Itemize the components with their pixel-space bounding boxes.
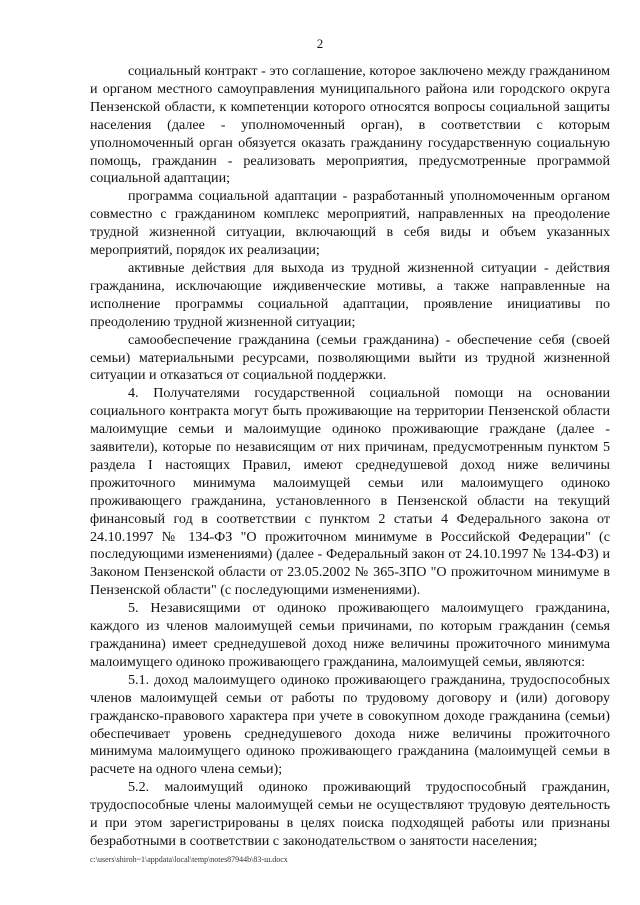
document-body — [90, 63, 610, 851]
paragraph-clause-4: 4. Получателями государственной социальной помощи на основании социального контракта могут быть проживающие на территории Пензенской области малоимущие семьи и малоимущие одиноко проживающие граждане (далее - заявители), которые по независящим от них причинам, предусмотренным пунктом 5 раздела I настоящих Правил, имеют среднедушевой доход ниже величины прожиточного минимума малоимущей семьи или малоимущего одиноко проживающего гражданина, установленного в Пензенской области на текущий финансовый год в соответствии с пунктом 2 статьи 4 Федерального закона от 24.10.1997 № 134-ФЗ "О прожиточном минимуме в Российской Федерации" (с последующими изменениями) (далее - Федеральный закон от 24.10.1997 № 134-ФЗ) и Законом Пензенской области от 23.05.2002 № 365-ЗПО "О прожиточном минимуме в Пензенской области" (с последующими изменениями). — [90, 385, 610, 599]
paragraph-self-sufficiency: самообеспечение гражданина (семьи гражданина) - обеспечение себя (своей семьи) материальными ресурсами, позволяющими выйти из трудной жизненной ситуации и отказаться от социальной поддержки. — [90, 331, 610, 384]
page-number: 2 — [316, 36, 324, 51]
paragraph-clause-5-2: 5.2. малоимущий одиноко проживающий трудоспособный гражданин, трудоспособные члены малоимущей семьи не осуществляют трудовую деятельность и при этом зарегистрированы в целях поиска подходящей работы или признаны безработными в соответствии с законодательством о занятости населения; — [90, 779, 610, 849]
paragraph-active-actions: активные действия для выхода из трудной жизненной ситуации - действия гражданина, исключающие иждивенческие мотивы, а также направленные на исполнение программы социальной адаптации, проявление инициативы по преодолению трудной жизненной ситуации; — [90, 259, 610, 330]
paragraph-clause-5: 5. Независящими от одиноко проживающего малоимущего гражданина, каждого из членов малоимущей семьи причинами, по которым гражданин (семья гражданина) имеет среднедушевой доход ниже величины прожиточного минимума малоимущего одиноко проживающего гражданина, малоимущей семьи, являются: — [90, 600, 610, 670]
paragraph-clause-5-1: 5.1. доход малоимущего одиноко проживающего гражданина, трудоспособных членов малоимущей семьи от работы по трудовому договору и (или) договору гражданско-правового характера при учете в совокупном доходе гражданина (семьи) обеспечивает уровень среднедушевого дохода ниже величины прожиточного минимума малоимущего одиноко проживающего гражданина (малоимущей семьи в расчете на одного члена семьи); — [90, 671, 610, 778]
paragraph-adaptation-program: программа социальной адаптации - разработанный уполномоченным органом совместно с гражданином комплекс мероприятий, направленных на преодоление трудной жизненной ситуации, включающий в себя виды и объем указанных мероприятий, порядок их реализации; — [90, 188, 610, 259]
footer-file-path: c:\users\shiroh~1\appdata\local\temp\notes87944b\83-ш.docx — [90, 855, 288, 864]
paragraph-social-contract: социальный контракт - это соглашение, которое заключено между гражданином и органом местного самоуправления муниципального района или городского округа Пензенской области, к компетенции которого относятся вопросы социальной защиты населения (далее - уполномоченный орган), в соответствии с которым уполномоченный орган обязуется оказать гражданину государственную социальную помощь, гражданин - реализовать мероприятия, предусмотренные программой социальной адаптации; — [90, 63, 610, 187]
